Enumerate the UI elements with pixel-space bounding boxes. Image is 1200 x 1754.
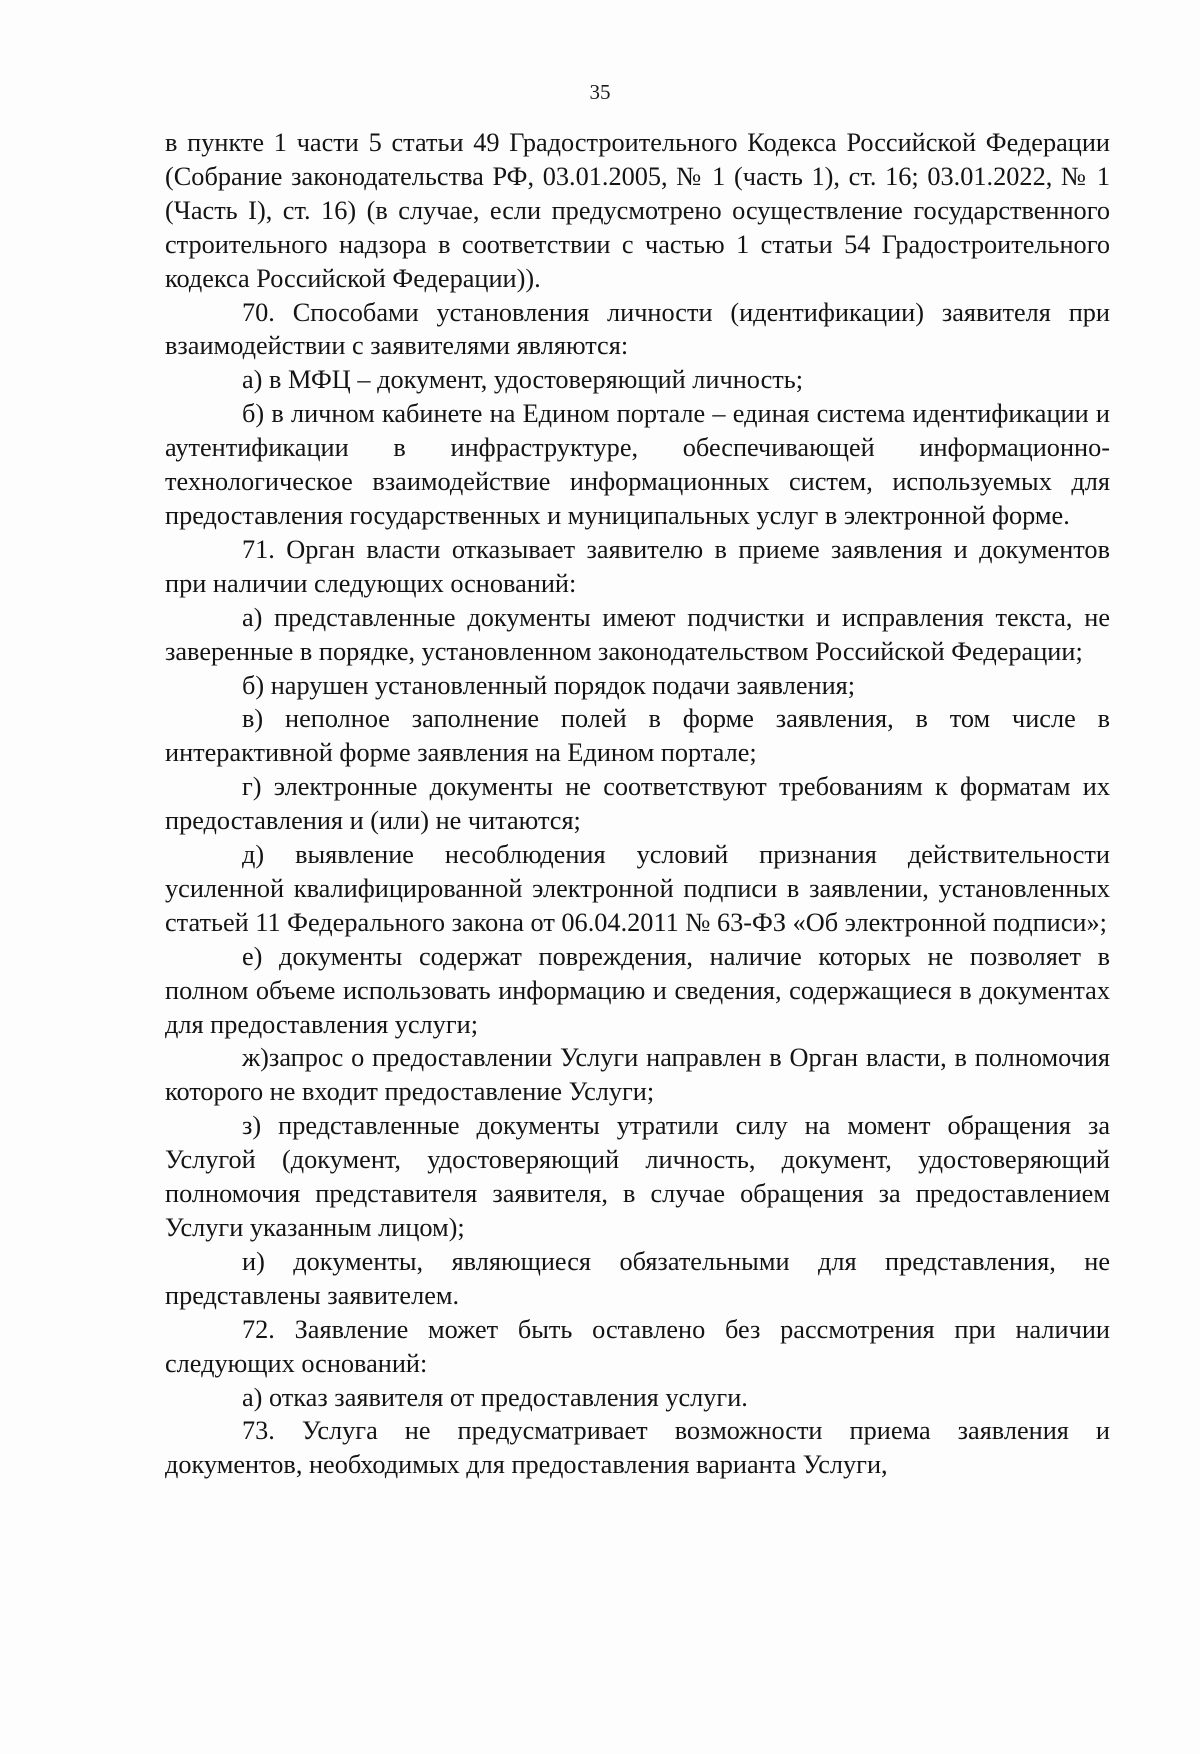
document-body [165, 126, 1110, 1482]
paragraph: ж)запрос о предоставлении Услуги направлен в Орган власти, в полномочия которого не входит предоставление Услуги; [165, 1043, 1110, 1107]
paragraph: г) электронные документы не соответствуют требованиям к форматам их предоставления и (или) не читаются; [165, 772, 1110, 836]
paragraph: и) документы, являющиеся обязательными для представления, не представлены заявителем. [165, 1246, 1110, 1310]
page-number: 35 [589, 80, 611, 104]
paragraph: б) нарушен установленный порядок подачи заявления; [242, 670, 856, 700]
paragraph: з) представленные документы утратили силу на момент обращения за Услугой (документ, удостоверяющий личность, документ, удостоверяющий полномочия представителя заявителя, в случае обращения за предоставлением Услуги указанным лицом); [165, 1111, 1110, 1242]
paragraph: а) в МФЦ – документ, удостоверяющий личность; [242, 365, 804, 395]
paragraph: е) документы содержат повреждения, наличие которых не позволяет в полном объеме использовать информацию и сведения, содержащиеся в документах для предоставления услуги; [165, 941, 1110, 1039]
paragraph: в пункте 1 части 5 статьи 49 Градостроительного Кодекса Российской Федерации (Собрание законодательства РФ, 03.01.2005, № 1 (часть 1), ст. 16; 03.01.2022, № 1 (Часть I), ст. 16) (в случае, если предусмотрено осуществление государственного строительного надзора в соответствии с частью 1 статьи 54 Градостроительного кодекса Российской Федерации)). [165, 128, 1110, 293]
paragraph: 70. Способами установления личности (идентификации) заявителя при взаимодействии с заявителями являются: [165, 297, 1110, 361]
paragraph: 71. Орган власти отказывает заявителю в приеме заявления и документов при наличии следующих оснований: [165, 534, 1110, 598]
paragraph: д) выявление несоблюдения условий признания действительности усиленной квалифицированной электронной подписи в заявлении, установленных статьей 11 Федерального закона от 06.04.2011 № 63-ФЗ «Об электронной подписи»; [165, 840, 1110, 937]
paragraph: 73. Услуга не предусматривает возможности приема заявления и документов, необходимых для предоставления варианта Услуги, [165, 1416, 1110, 1480]
paragraph: а) отказ заявителя от предоставления услуги. [242, 1382, 748, 1412]
paragraph: в) неполное заполнение полей в форме заявления, в том числе в интерактивной форме заявления на Едином портале; [165, 704, 1110, 768]
paragraph: 72. Заявление может быть оставлено без рассмотрения при наличии следующих оснований: [165, 1314, 1110, 1378]
paragraph: б) в личном кабинете на Едином портале – единая система идентификации и аутентификации в инфраструктуре, обеспечивающей информационно-технологическое взаимодействие информационных систем, используемых для предоставления государственных и муниципальных услуг в электронной форме. [165, 399, 1110, 530]
paragraph: а) представленные документы имеют подчистки и исправления текста, не заверенные в порядке, установленном законодательством Российской Федерации; [165, 602, 1110, 666]
